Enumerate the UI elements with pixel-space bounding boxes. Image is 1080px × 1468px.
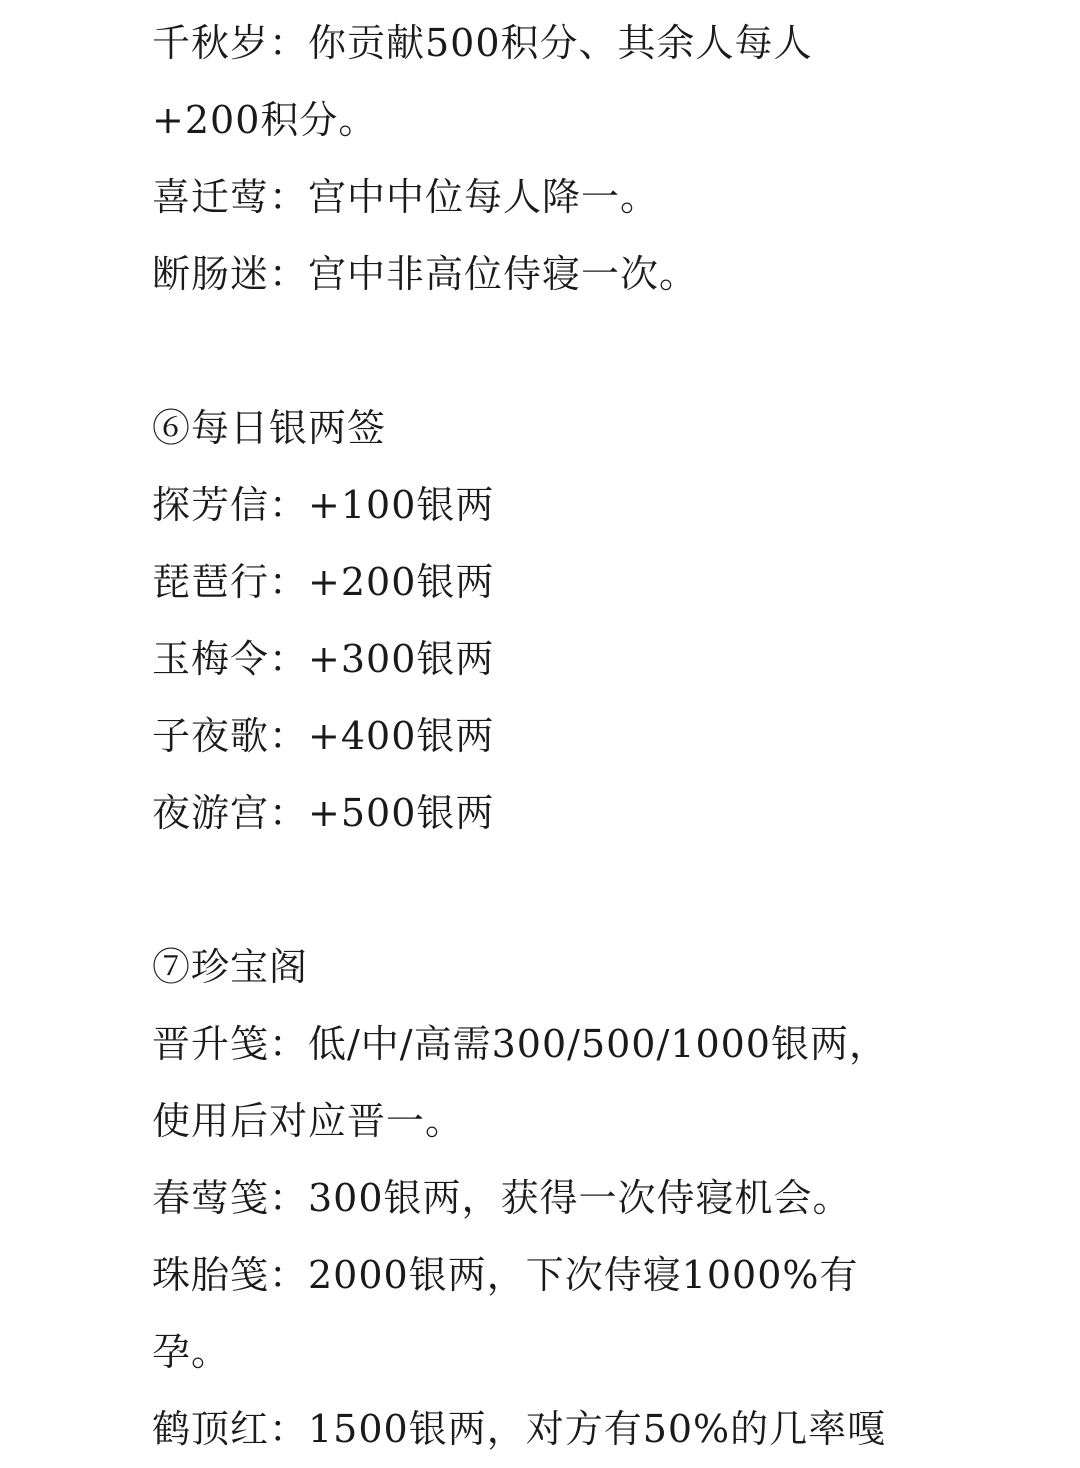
text-line: 千秋岁：你贡献500积分、其余人每人	[152, 21, 813, 65]
section-heading: ⑥每日银两签	[152, 406, 387, 450]
text-line: 珠胎笺：2000银两，下次侍寝1000%有	[152, 1253, 859, 1297]
text-line: 子夜歌：+400银两	[152, 714, 495, 758]
text-line: 探芳信：+100银两	[152, 483, 495, 527]
text-line: +200积分。	[152, 98, 378, 142]
text-line: 玉梅令：+300银两	[152, 637, 495, 681]
text-line: 鹤顶红：1500银两，对方有50%的几率嘎	[152, 1407, 887, 1451]
text-line: 晋升笺：低/中/高需300/500/1000银两，	[152, 1022, 888, 1066]
text-line: 春莺笺：300银两，获得一次侍寝机会。	[152, 1176, 852, 1220]
text-line: 断肠迷：宫中非高位侍寝一次。	[152, 252, 699, 296]
text-line: 夜游宫：+500银两	[152, 791, 495, 835]
section-heading: ⑦珍宝阁	[152, 945, 309, 989]
text-line: 孕。	[152, 1330, 231, 1374]
text-line: 喜迁莺：宫中中位每人降一。	[152, 175, 660, 219]
text-line: 使用后对应晋一。	[152, 1099, 465, 1143]
text-line: 琵琶行：+200银两	[152, 560, 495, 604]
